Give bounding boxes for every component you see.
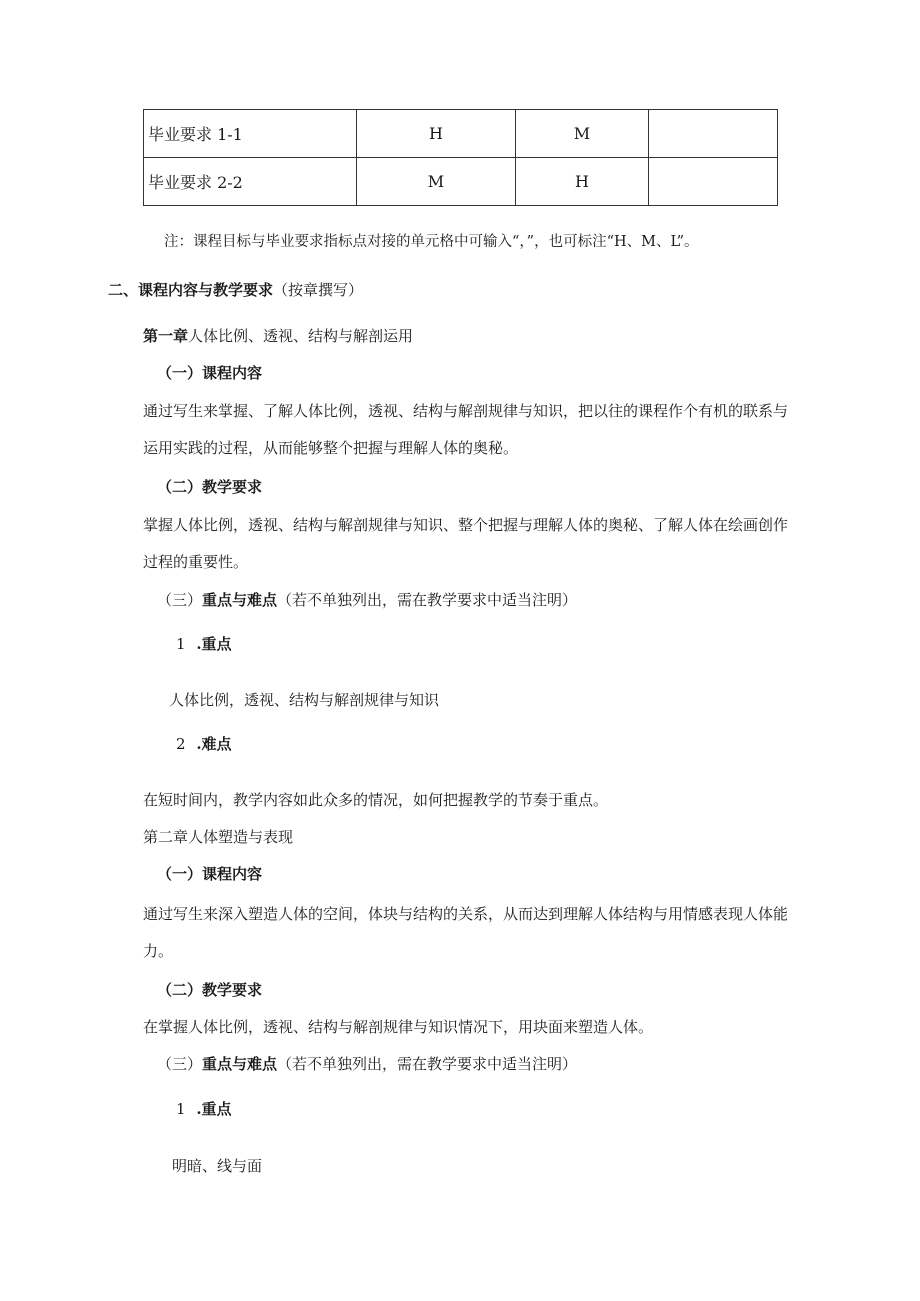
kd-title: 重点与难点 [202,591,278,609]
table-cell: H [516,158,649,206]
table-row [144,110,778,158]
chapter-2-key-point-label [176,1098,232,1119]
table-cell-label: 毕业要求 1-1 [144,110,357,158]
table-cell-label: 毕业要求 2-2 [144,158,357,206]
chapter-2-key-difficult-heading [157,1053,577,1074]
chapter-1-key-difficult-heading [157,589,577,610]
table-cell: M [357,158,516,206]
difficult-label: .难点 [196,735,232,753]
kd-title: 重点与难点 [202,1055,278,1073]
chapter-1-difficult-point-label [176,733,232,754]
chapter-2-content-line-1: 通过写生来深入塑造人体的空间，体块与结构的关系，从而达到理解人体结构与用情感表现人体能 [143,905,789,923]
chapter-1-title-text: 人体比例、透视、结构与解剖运用 [188,327,414,345]
chapter-1-difficult-point-text: 在短时间内，教学内容如此众多的情况，如何把握教学的节奏于重点。 [143,791,609,809]
chapter-1-key-point-label [176,633,232,654]
chapter-1-content-line-2: 运用实践的过程，从而能够整个把握与理解人体的奥秘。 [143,439,519,457]
kd-suffix: （若不单独列出，需在教学要求中适当注明） [277,591,578,609]
table-cell [649,110,778,158]
chapter-1-content-line-1: 通过写生来掌握、了解人体比例，透视、结构与解剖规律与知识，把以往的课程作个有机的联系与 [143,402,789,420]
chapter-1-requirements-line-2: 过程的重要性。 [143,553,249,571]
table-cell [649,158,778,206]
chapter-1-title [143,325,413,346]
section-title: 二、课程内容与教学要求 [108,281,274,299]
key-number: 1 [176,635,186,653]
table-note: 注：课程目标与毕业要求指标点对接的单元格中可输入“，”，也可标注“H、M、L”。 [164,234,699,250]
key-label: .重点 [196,635,232,653]
graduation-requirements-table [143,109,778,206]
chapter-2-key-point-text: 明暗、线与面 [172,1157,263,1175]
chapter-1-content-heading: （一）课程内容 [157,364,263,382]
chapter-1-title-prefix: 第一章 [143,327,189,345]
kd-prefix: （三） [157,1055,203,1073]
kd-suffix: （若不单独列出，需在教学要求中适当注明） [277,1055,578,1073]
chapter-2-content-line-2: 力。 [143,942,174,960]
kd-prefix: （三） [157,591,203,609]
key-label: .重点 [196,1100,232,1118]
table-row [144,158,778,206]
section-heading [108,279,363,300]
key-number: 1 [176,1100,186,1118]
difficult-number: 2 [176,735,186,753]
section-title-suffix: （按章撰写） [273,281,364,299]
chapter-2-title: 第二章人体塑造与表现 [143,828,294,846]
table-cell: H [357,110,516,158]
chapter-2-content-heading: （一）课程内容 [157,865,263,883]
chapter-2-requirements-heading: （二）教学要求 [157,981,263,999]
chapter-1-requirements-heading: （二）教学要求 [157,478,263,496]
chapter-1-requirements-line-1: 掌握人体比例，透视、结构与解剖规律与知识、整个把握与理解人体的奥秘、了解人体在绘画创作 [143,516,789,534]
chapter-1-key-point-text: 人体比例，透视、结构与解剖规律与知识 [169,691,440,709]
table-cell: M [516,110,649,158]
chapter-2-requirements-line-1: 在掌握人体比例，透视、结构与解剖规律与知识情况下，用块面来塑造人体。 [143,1018,654,1036]
